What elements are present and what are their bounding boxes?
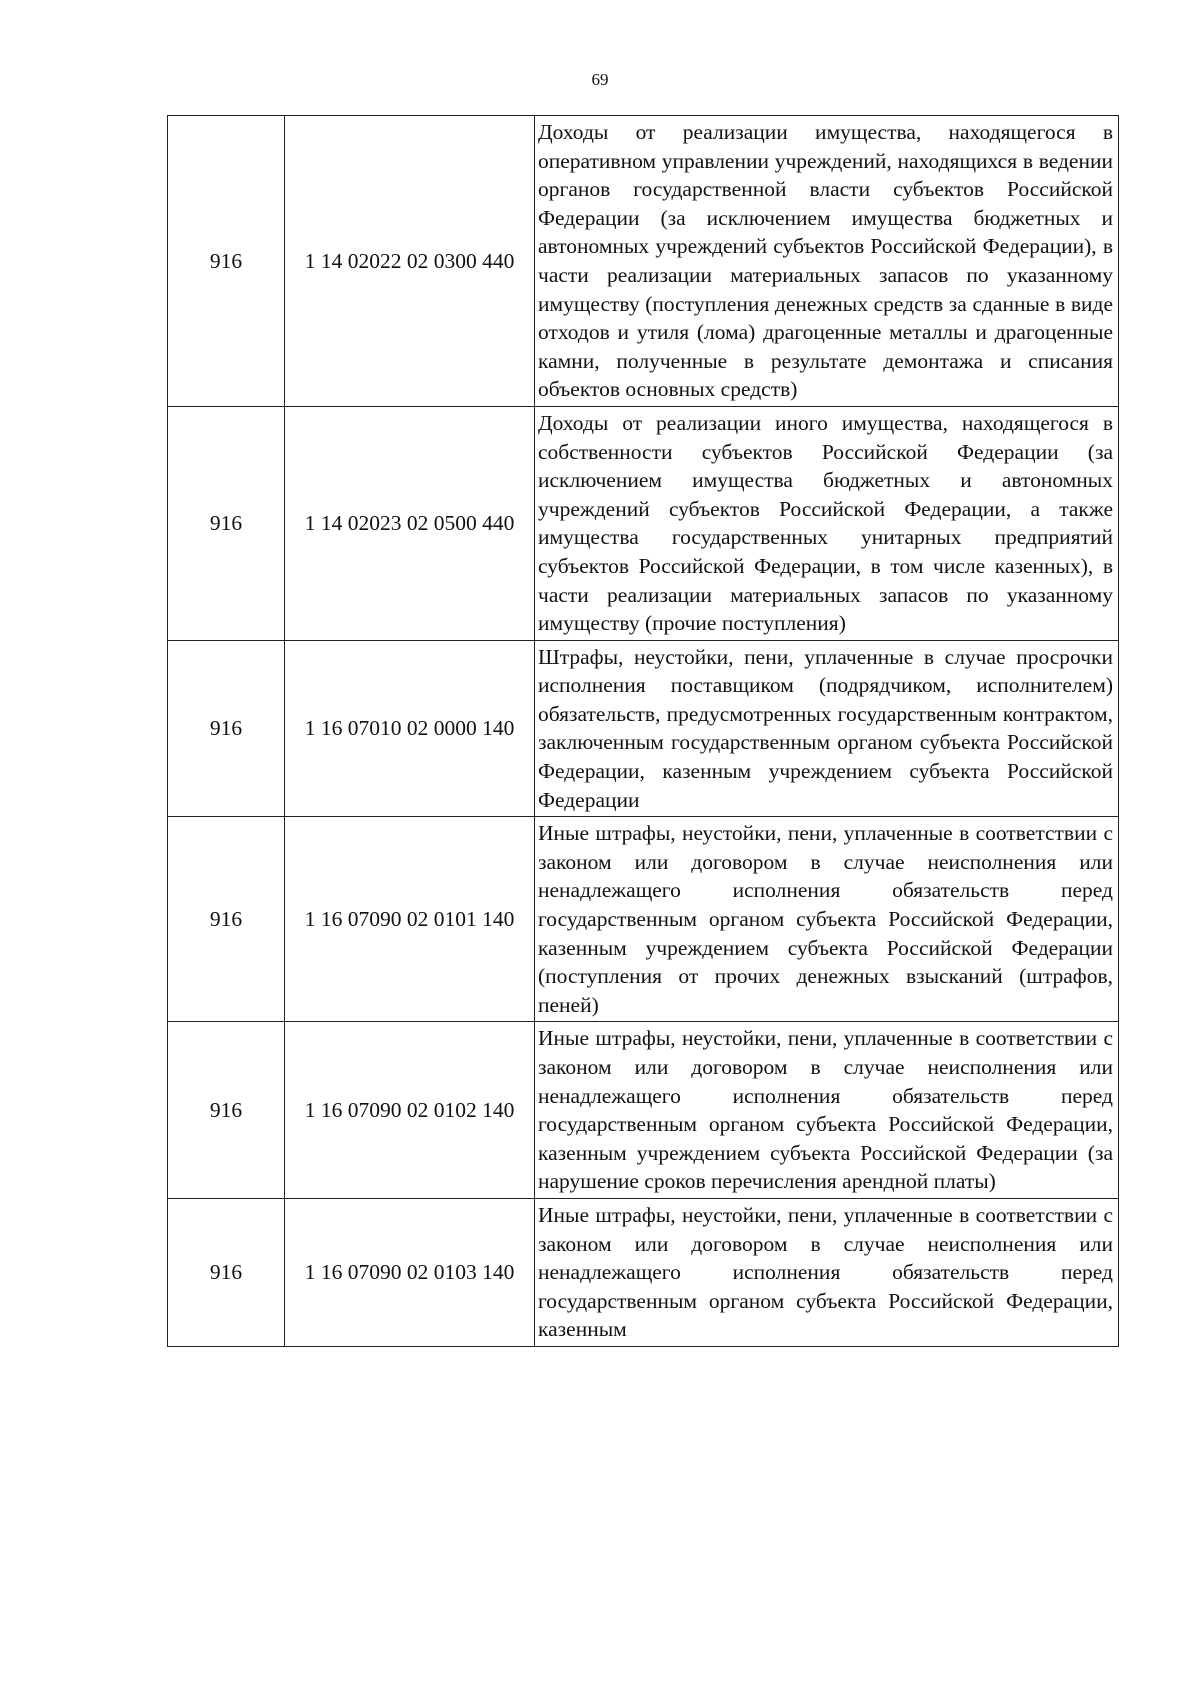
budget-code-cell: 1 16 07090 02 0102 140 (285, 1022, 535, 1199)
budget-code-cell: 1 16 07090 02 0101 140 (285, 817, 535, 1022)
budget-code-cell: 1 14 02022 02 0300 440 (285, 116, 535, 407)
admin-code-cell: 916 (168, 1198, 285, 1346)
admin-code-cell: 916 (168, 406, 285, 640)
admin-code-cell: 916 (168, 640, 285, 817)
description-cell: Иные штрафы, неустойки, пени, уплаченные в соответствии с законом или договором в случае неисполнения или ненадлежащего исполнения обязательств перед государственным органом субъекта Российской Федерации, казенным учреждением субъекта Российской Федерации (поступления от прочих денежных взысканий (штрафов, пеней) (535, 817, 1119, 1022)
admin-code-cell: 916 (168, 1022, 285, 1199)
table-row (168, 1022, 1119, 1199)
admin-code-cell: 916 (168, 817, 285, 1022)
description-cell: Иные штрафы, неустойки, пени, уплаченные в соответствии с законом или договором в случае неисполнения или ненадлежащего исполнения обязательств перед государственным органом субъекта Российской Федерации, казенным учреждением субъекта Российской Федерации (за нарушение сроков перечисления арендной платы) (535, 1022, 1119, 1199)
description-cell: Иные штрафы, неустойки, пени, уплаченные в соответствии с законом или договором в случае неисполнения или ненадлежащего исполнения обязательств перед государственным органом субъекта Российской Федерации, казенным (535, 1198, 1119, 1346)
description-cell: Штрафы, неустойки, пени, уплаченные в случае просрочки исполнения поставщиком (подрядчиком, исполнителем) обязательств, предусмотренных государственным контрактом, заключенным государственным органом субъекта Российской Федерации, казенным учреждением субъекта Российской Федерации (535, 640, 1119, 817)
page-number: 69 (591, 70, 609, 89)
table-row (168, 640, 1119, 817)
table-row (168, 1198, 1119, 1346)
description-cell: Доходы от реализации иного имущества, находящегося в собственности субъектов Российской Федерации (за исключением имущества бюджетных и автономных учреждений субъектов Российской Федерации, а также имущества государственных унитарных предприятий субъектов Российской Федерации, в том числе казенных), в части реализации материальных запасов по указанному имуществу (прочие поступления) (535, 406, 1119, 640)
budget-code-cell: 1 16 07010 02 0000 140 (285, 640, 535, 817)
revenue-codes-table (167, 115, 1119, 1347)
admin-code-cell: 916 (168, 116, 285, 407)
table-row (168, 817, 1119, 1022)
budget-code-cell: 1 16 07090 02 0103 140 (285, 1198, 535, 1346)
budget-code-cell: 1 14 02023 02 0500 440 (285, 406, 535, 640)
table-row (168, 116, 1119, 407)
description-cell: Доходы от реализации имущества, находящегося в оперативном управлении учреждений, находящихся в ведении органов государственной власти субъектов Российской Федерации (за исключением имущества бюджетных и автономных учреждений субъектов Российской Федерации), в части реализации материальных запасов по указанному имуществу (поступления денежных средств за сданные в виде отходов и утиля (лома) драгоценные металлы и драгоценные камни, полученные в результате демонтажа и списания объектов основных средств) (535, 116, 1119, 407)
table-row (168, 406, 1119, 640)
